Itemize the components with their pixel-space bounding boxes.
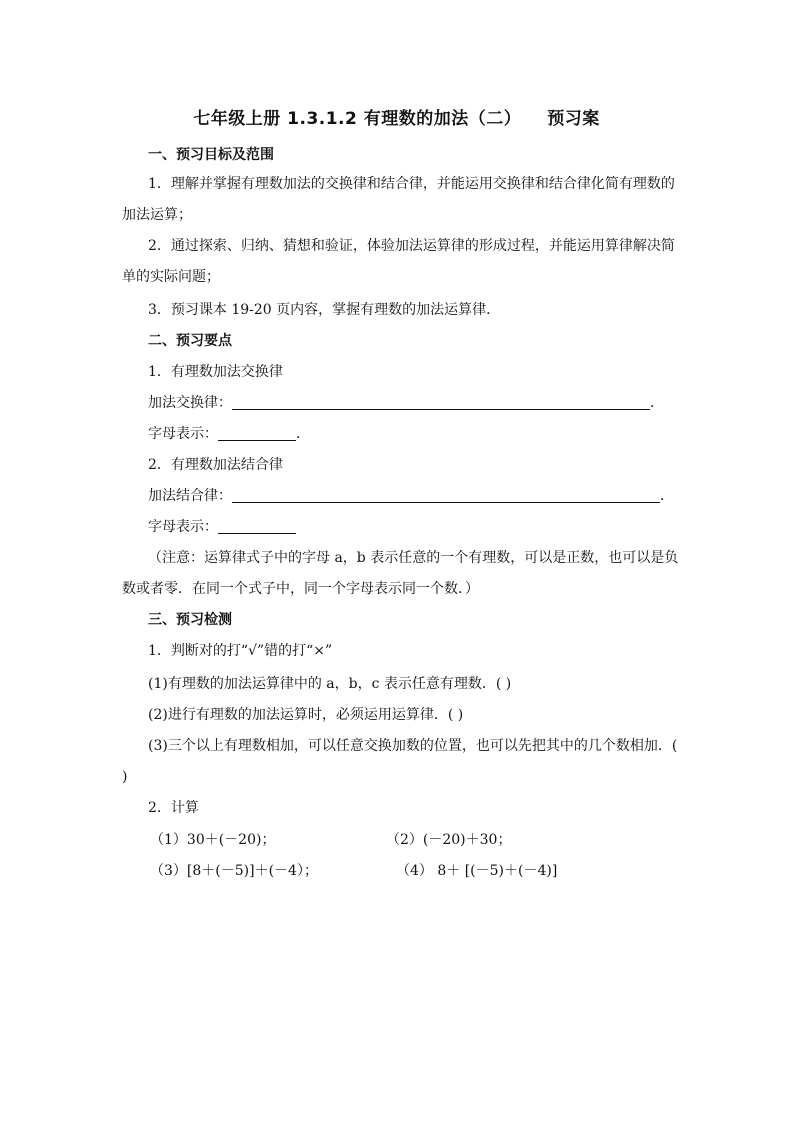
associative-blank[interactable] bbox=[232, 488, 660, 503]
page-title bbox=[0, 104, 793, 129]
judge-item-2: (2)进行有理数的加法运算时，必须运用运算律．( ) bbox=[148, 707, 464, 723]
section2-heading: 二、预习要点 bbox=[148, 333, 232, 349]
associative-letter-label: 字母表示： bbox=[148, 519, 218, 535]
judge-item-1: (1)有理数的加法运算律中的 a，b，c 表示任意有理数．( ) bbox=[148, 676, 512, 692]
associative-law-line bbox=[148, 486, 674, 506]
calc-question-title: 2．计算 bbox=[148, 800, 199, 816]
commutative-letter-label: 字母表示： bbox=[148, 426, 218, 442]
associative-subheading: 2．有理数加法结合律 bbox=[148, 457, 283, 473]
title-suffix: 预习案 bbox=[547, 109, 600, 129]
section3-heading: 三、预习检测 bbox=[148, 612, 232, 628]
judge-item-3: (3)三个以上有理数相加，可以任意交换加数的位置，也可以先把其中的几个数相加．( ) bbox=[122, 738, 678, 785]
associative-letter-blank[interactable] bbox=[218, 519, 296, 534]
commutative-blank[interactable] bbox=[232, 395, 650, 410]
commutative-label: 加法交换律： bbox=[148, 395, 232, 411]
judge-question-title: 1．判断对的打“√”错的打“×” bbox=[148, 643, 333, 659]
commutative-letter-blank[interactable] bbox=[218, 426, 296, 441]
commutative-law-line bbox=[148, 393, 664, 413]
goal-item-1: 1．理解并掌握有理数加法的交换律和结合律，并能运用交换律和结合律化简有理数的加法运算； bbox=[122, 176, 675, 223]
section1-heading: 一、预习目标及范围 bbox=[148, 147, 274, 163]
calc-item-3: （3）[8＋(－5)]＋(－4）； bbox=[150, 863, 318, 879]
associative-letter-line bbox=[148, 517, 296, 537]
period: ． bbox=[296, 426, 310, 442]
calc-item-2: （2）(－20)＋30； bbox=[386, 832, 512, 848]
associative-label: 加法结合律： bbox=[148, 488, 232, 504]
calc-item-1: （1）30＋(－20)； bbox=[150, 832, 276, 848]
period: ． bbox=[660, 488, 674, 504]
commutative-letter-line bbox=[148, 424, 310, 444]
calc-item-4: （4） 8＋ [(－5)＋(－4)] bbox=[396, 863, 558, 879]
goal-item-3: 3．预习课本 19-20 页内容，掌握有理数的加法运算律． bbox=[148, 302, 501, 318]
period: ． bbox=[650, 395, 664, 411]
title-main: 七年级上册 1.3.1.2 有理数的加法（二） bbox=[193, 109, 522, 129]
note-paragraph: （注意：运算律式子中的字母 a，b 表示任意的一个有理数，可以是正数，也可以是负数或者零．在同一个式子中，同一个字母表示同一个数．） bbox=[122, 550, 679, 597]
commutative-subheading: 1．有理数加法交换律 bbox=[148, 364, 283, 380]
goal-item-2: 2．通过探索、归纳、猜想和验证，体验加法运算律的形成过程，并能运用算律解决简单的实际问题； bbox=[122, 238, 675, 285]
